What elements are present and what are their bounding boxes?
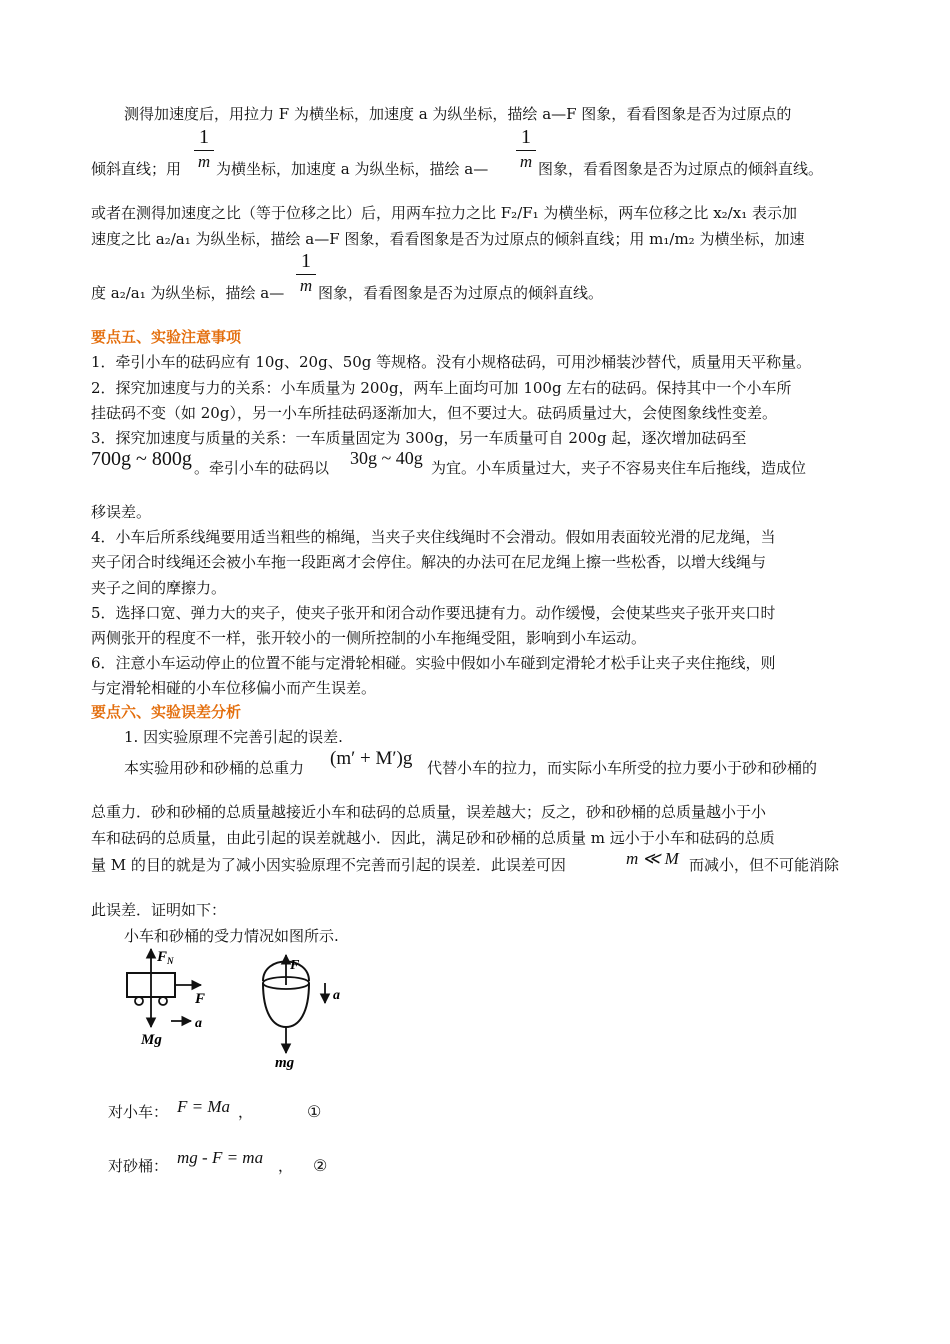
bucket-mg-label: mg [275,1055,295,1071]
eq1-number: ① [307,1102,322,1121]
sec6-p4b: 而减小，但不可能消除 [689,856,840,874]
sec5-item1: 1．牵引小车的砝码应有 10g、20g、50g 等规格。没有小规格砝码，可用沙桶装沙替代，质量用天平称量。 [91,353,812,371]
cart-mg-label: Mg [141,1032,162,1048]
cart-fn-label: $F_N$ [157,949,174,966]
frac-bar [296,274,316,275]
sec6-sub1: 1. 因实验原理不完善引起的误差. [124,728,343,746]
para2-line3a: 度 a₂/a₁ 为纵坐标，描绘 a— [91,284,285,302]
frac-bar [516,150,536,151]
cart-diagram [127,949,205,1048]
math-total-gravity: (m′ + M′)g [330,748,413,769]
sec6-p1b: 代替小车的拉力，而实际小车所受的拉力要小于砂和砂桶的 [427,759,818,777]
math-30g-40g: 30g ~ 40g [350,448,423,468]
para1-line2c: 图象，看看图象是否为过原点的倾斜直线。 [538,160,824,178]
para1-line1: 测得加速度后，用拉力 F 为横坐标，加速度 a 为纵坐标，描绘 a—F 图象，看看图象是否为过原点的 [124,105,792,123]
para1-line2b: 为横坐标，加速度 a 为纵坐标，描绘 a— [216,160,489,178]
sec5-item6a: 6．注意小车运动停止的位置不能与定滑轮相碰。实验中假如小车碰到定滑轮才松手让夹子夹住拖线，则 [91,654,776,672]
sec6-p3: 车和砝码的总质量，由此引起的误差就越小．因此，满足砂和砂桶的总质量 m 远小于小车和砝码的总质 [91,829,775,847]
eq1-comma: ， [238,1103,254,1121]
para1-line2a: 倾斜直线；用 [91,160,182,178]
sec5-item5a: 5．选择口宽、弹力大的夹子，使夹子张开和闭合动作要迅捷有力。动作缓慢，会使某些夹子张开夹口时 [91,604,776,622]
sec6-p2: 总重力．砂和砂桶的总质量越接近小车和砝码的总质量，误差越大；反之，砂和砂桶的总质量越小于小 [91,803,767,821]
bucket-a-label: a [333,988,340,1003]
force-diagram [115,945,375,1075]
eq2-formula: mg - F = ma [177,1148,264,1167]
cart-a-label: a [195,1016,202,1031]
cart-f-label: F [195,991,206,1007]
sec6-p1a: 本实验用砂和砂桶的总重力 [124,759,305,777]
eq2-label: 对砂桶： [108,1157,169,1175]
sec5-item2b: 挂砝码不变（如 20g），另一小车所挂砝码逐渐加大，但不要过大。砝码质量过大，会使图象线性变差。 [91,404,777,422]
eq2-number: ② [313,1156,328,1175]
section5-title: 要点五、实验注意事项 [91,328,242,346]
eq1-label: 对小车： [108,1103,169,1121]
frac-num: 1 [199,126,209,148]
sec5-item2a: 2．探究加速度与力的关系：小车质量为 200g，两车上面均可加 100g 左右的砝码。保持其中一个小车所 [91,379,792,397]
sec5-item4a: 4．小车后所系线绳要用适当粗些的棉绳，当夹子夹住线绳时不会滑动。假如用表面较光滑的尼龙绳，当 [91,528,776,546]
sec5-item4c: 夹子之间的摩擦力。 [91,579,227,597]
frac-num: 1 [521,126,531,148]
bucket-diagram [263,955,340,1071]
frac-den: m [299,276,313,295]
bucket-f-label: F [290,958,300,973]
sec6-p5: 此误差．证明如下： [91,901,227,919]
para2-line2: 速度之比 a₂/a₁ 为纵坐标，描绘 a—F 图象，看看图象是否为过原点的倾斜直线；用 m₁/m₂ 为横坐标，加速 [91,230,805,248]
cart-wheel [159,997,167,1005]
sec5-item3b: 。牵引小车的砝码以 [194,459,330,477]
para2-line3b: 图象，看看图象是否为过原点的倾斜直线。 [318,284,604,302]
sec6-p6: 小车和砂桶的受力情况如图所示. [124,927,339,945]
frac-den: m [197,152,211,171]
sec5-item3d: 移误差。 [91,503,152,521]
para2-line1: 或者在测得加速度之比（等于位移之比）后，用两车拉力之比 F₂/F₁ 为横坐标，两车位移之比 x₂/x₁ 表示加 [91,204,797,222]
sec5-item5b: 两侧张开的程度不一样，张开较小的一侧所控制的小车拖绳受阻，影响到小车运动。 [91,629,647,647]
math-m-much-less-M: m ≪ M [626,849,679,868]
sec5-item3c: 为宜。小车质量过大，夹子不容易夹住车后拖线，造成位 [431,459,807,477]
eq2-comma: ， [278,1157,294,1175]
section6-title: 要点六、实验误差分析 [91,703,242,721]
math-700g-800g: 700g ~ 800g [91,448,192,470]
sec5-item3a: 3．探究加速度与质量的关系：一车质量固定为 300g，另一车质量可自 200g 起，逐次增加砝码至 [91,429,747,447]
cart-wheel [135,997,143,1005]
frac-den: m [519,152,533,171]
fraction-1-over-m [194,126,214,171]
fraction-1-over-m [296,250,316,295]
sec5-item6b: 与定滑轮相碰的小车位移偏小而产生误差。 [91,679,377,697]
fraction-1-over-m [516,126,536,171]
sec6-p4a: 量 M 的目的就是为了减小因实验原理不完善而引起的误差．此误差可因 [91,856,566,874]
eq1-formula: F = Ma [177,1097,231,1116]
frac-num: 1 [301,250,311,272]
frac-bar [194,150,214,151]
sec5-item4b: 夹子闭合时线绳还会被小车拖一段距离才会停住。解决的办法可在尼龙绳上擦一些松香，以增大线绳与 [91,553,767,571]
